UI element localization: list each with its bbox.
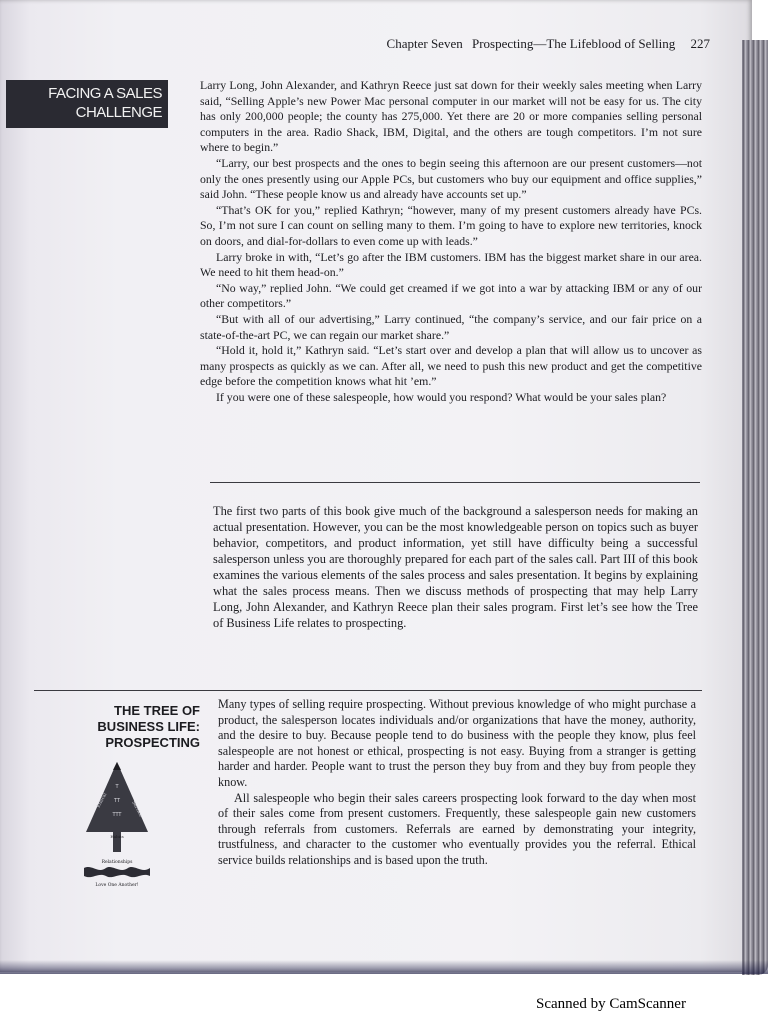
intro-section — [213, 503, 698, 631]
tree-mark: TT — [113, 798, 121, 804]
challenge-paragraph: “But with all of our advertising,” Larry continued, “the company’s service, and our fair price on a state-of-the-art PC, we can regain our market share.” — [200, 311, 702, 342]
challenge-paragraph: “No way,” replied John. “We could get creamed if we got into a war by attacking IBM or any of our other competitors.” — [200, 280, 702, 311]
tree-top — [113, 762, 121, 770]
challenge-paragraph: “Larry, our best prospects and the ones to begin seeing this afternoon are our present customers—not only the ones presently using our Apple PCs, but customers who buy our equipment and office supplies,” said John. “These people know us and already have accounts set up.” — [200, 155, 702, 202]
heading-line: PROSPECTING — [105, 735, 200, 750]
tree-section-text — [218, 697, 696, 869]
tree-roots — [84, 867, 150, 877]
facing-sales-challenge-tag — [6, 80, 168, 128]
scanner-watermark: Scanned by CamScanner — [536, 996, 686, 1012]
tree-trunk-label: Habits — [110, 834, 124, 839]
challenge-tag-line1: FACING A SALES — [48, 85, 162, 102]
challenge-paragraph: “That’s OK for you,” replied Kathryn; “however, many of my present customers already have PCs. So, I’m not sure I can count on selling many to them. I’m going to have to explore new territories, knock on doors, and dial-for-dollars to even come up with leads.” — [200, 202, 702, 248]
challenge-paragraph: Larry Long, John Alexander, and Kathryn Reece just sat down for their weekly sales meeting when Larry said, “Selling Apple’s new Power Mac personal computer in our market will not be easy for us. The city has only 200,000 people; the county has 275,000. Yet there are 20 or more companies selling personal computers in the area. Radio Shack, IBM, Digital, and the others are tough competitors. I’m not sure where to begin.” — [200, 78, 702, 155]
challenge-story — [200, 78, 702, 405]
chapter-title: Prospecting—The Lifeblood of Selling — [471, 36, 676, 51]
heading-line: BUSINESS LIFE: — [97, 719, 200, 734]
page-number: 227 — [690, 36, 710, 51]
challenge-paragraph: If you were one of these salespeople, how would you respond? What would be your sales plan? — [216, 389, 667, 404]
tree-side-left-label: Ethical — [96, 792, 109, 809]
tree-side-right-label: Service — [130, 800, 143, 819]
section-divider — [210, 482, 700, 483]
page-stack-edges — [742, 40, 768, 975]
tree-of-business-life-figure — [80, 760, 154, 890]
challenge-paragraph: “Hold it, hold it,” Kathryn said. “Let’s start over and develop a plan that will allow us to uncover as many prospects as quickly as we can. After all, we need to push this new product and get the competitive edge before the competition knows what hit ’em.” — [200, 343, 702, 389]
challenge-tag-line2: CHALLENGE — [75, 104, 162, 121]
intro-paragraph: The first two parts of this book give much of the background a salesperson needs for making an actual presentation. However, you can be the most knowledgeable person on topics such as buyer behavior, competitors, and product information, yet still have difficulty being a successful salesperson unless you are thoroughly prepared for each part of the sales call. Part III of this book examines the various elements of the sales process and sales presentation. It begins by explaining what the sales process means. Then we discuss methods of prospecting that may help Larry Long, John Alexander, and Kathryn Reece plan their sales program. First let’s see how the Tree of Business Life relates to prospecting. — [213, 504, 698, 630]
tree-section-heading — [60, 703, 200, 751]
tree-mark: TTT — [112, 812, 122, 818]
section-divider — [34, 690, 702, 691]
tree-paragraph: Many types of selling require prospecting. Without previous knowledge of who might purchase a product, the salesperson locates individuals and/or organizations that have the money, authority, and the desire to buy. Because people tend to do business with the people they know, plus feel salespeople are not honest or ethical, prospecting is not easy. Buying from a stranger is getting harder and harder. People want to trust the person they buy from and they buy from people they know. — [218, 697, 696, 789]
running-head — [330, 36, 710, 52]
tree-base-label: Love One Another! — [95, 883, 139, 888]
tree-roots-label: Relationships — [101, 860, 133, 865]
tree-mark: T — [115, 784, 119, 790]
challenge-paragraph: Larry broke in with, “Let’s go after the IBM customers. IBM has the biggest market share in our area. We need to hit them head-on.” — [200, 249, 702, 280]
heading-line: THE TREE OF — [114, 703, 200, 718]
scan-shadow — [0, 960, 768, 974]
chapter-label: Chapter Seven — [386, 36, 463, 51]
tree-triangle — [86, 762, 148, 832]
tree-paragraph: All salespeople who begin their sales careers prospecting look forward to the day when most of their sales come from present customers. Frequently, these salespeople gain new customers through referrals from customers. Referrals are earned by demonstrating your integrity, trustfulness, and character to the customer who eventually provides you the referral. Ethical service builds relationships and is based upon the truth. — [218, 790, 696, 867]
